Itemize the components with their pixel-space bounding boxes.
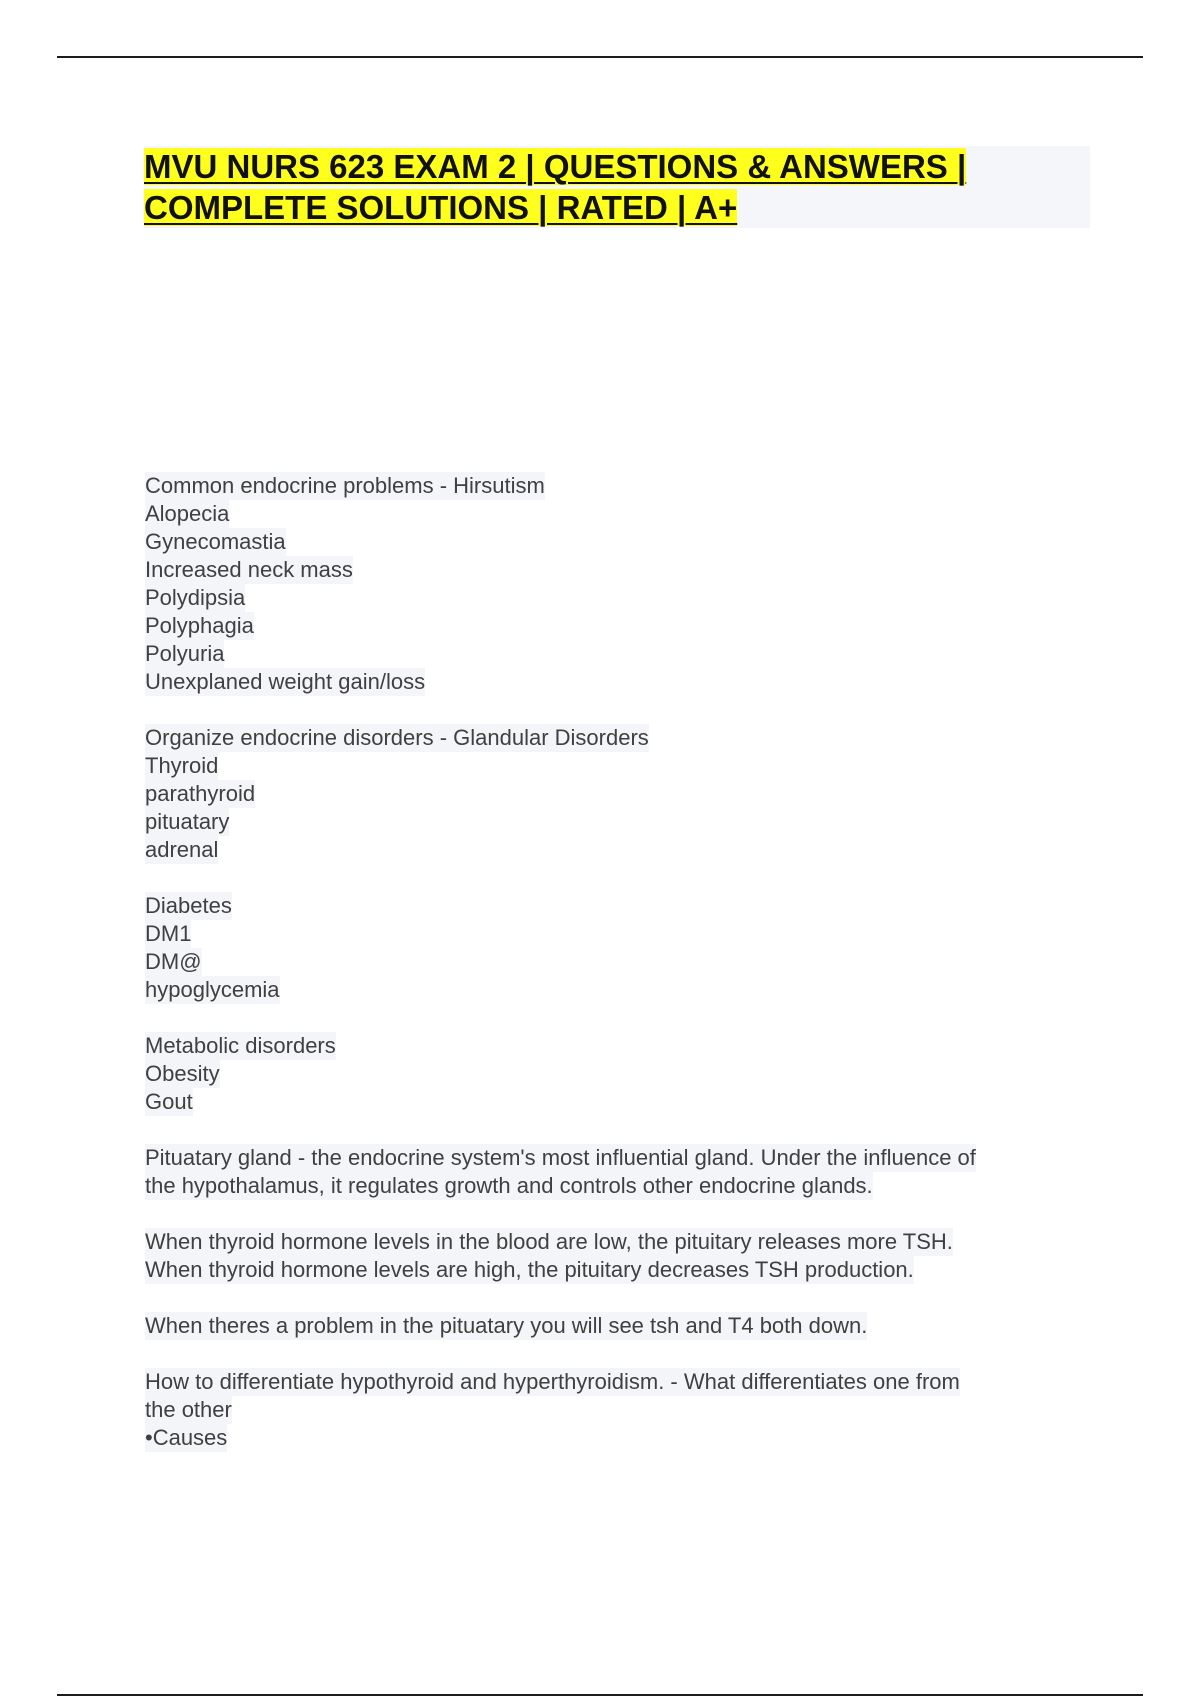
card-line: Increased neck mass — [145, 557, 353, 582]
card-line: When thyroid hormone levels in the blood are low, the pituitary releases more TSH. — [145, 1229, 953, 1254]
card-line: Thyroid — [145, 753, 219, 778]
card-line: parathyroid — [145, 781, 256, 806]
card-line: When thyroid hormone levels are high, the pituitary decreases TSH production. — [145, 1257, 914, 1282]
title-line-1 — [144, 146, 1090, 187]
bottom-rule — [57, 1694, 1143, 1696]
title-line-1-text: MVU NURS 623 EXAM 2 | QUESTIONS & ANSWERS | — [144, 148, 967, 185]
card-line: Organize endocrine disorders - Glandular Disorders — [145, 725, 649, 750]
card-line: How to differentiate hypothyroid and hyperthyroidism. - What differentiates one from — [145, 1369, 960, 1394]
title-line-2 — [144, 187, 1090, 228]
flashcard-differentiate-thyroidism — [145, 1368, 1075, 1452]
card-line: Gynecomastia — [145, 529, 286, 554]
card-line: Common endocrine problems - Hirsutism — [145, 473, 545, 498]
card-line: the other — [145, 1397, 232, 1422]
card-line: adrenal — [145, 837, 219, 862]
card-line: Polyphagia — [145, 613, 254, 638]
flashcard-thyroid-hormone-levels — [145, 1228, 1075, 1284]
flashcard-pituatary-gland — [145, 1144, 1075, 1200]
flashcard-diabetes — [145, 892, 1075, 1004]
flashcard-pituatary-problem — [145, 1312, 1075, 1340]
card-line: Polydipsia — [145, 585, 246, 610]
card-line: pituatary — [145, 809, 230, 834]
flashcard-list — [145, 472, 1075, 1480]
card-line: When theres a problem in the pituatary you will see tsh and T4 both down. — [145, 1313, 868, 1338]
card-line: Polyuria — [145, 641, 225, 666]
card-line: Alopecia — [145, 501, 230, 526]
card-line: Unexplaned weight gain/loss — [145, 669, 426, 694]
flashcard-common-endocrine-problems — [145, 472, 1075, 696]
card-line: •Causes — [145, 1425, 228, 1450]
title-line-2-text: COMPLETE SOLUTIONS | RATED | A+ — [144, 189, 738, 226]
card-line: Gout — [145, 1089, 193, 1114]
card-line: hypoglycemia — [145, 977, 280, 1002]
flashcard-organize-endocrine-disorders — [145, 724, 1075, 864]
flashcard-metabolic-disorders — [145, 1032, 1075, 1116]
card-line: Obesity — [145, 1061, 220, 1086]
card-line: the hypothalamus, it regulates growth and controls other endocrine glands. — [145, 1173, 873, 1198]
card-line: Diabetes — [145, 893, 232, 918]
card-line: DM@ — [145, 949, 202, 974]
card-line: DM1 — [145, 921, 192, 946]
card-line: Metabolic disorders — [145, 1033, 336, 1058]
document-title — [144, 146, 1090, 228]
card-line: Pituatary gland - the endocrine system's most influential gland. Under the influence of — [145, 1145, 976, 1170]
top-rule — [57, 56, 1143, 58]
